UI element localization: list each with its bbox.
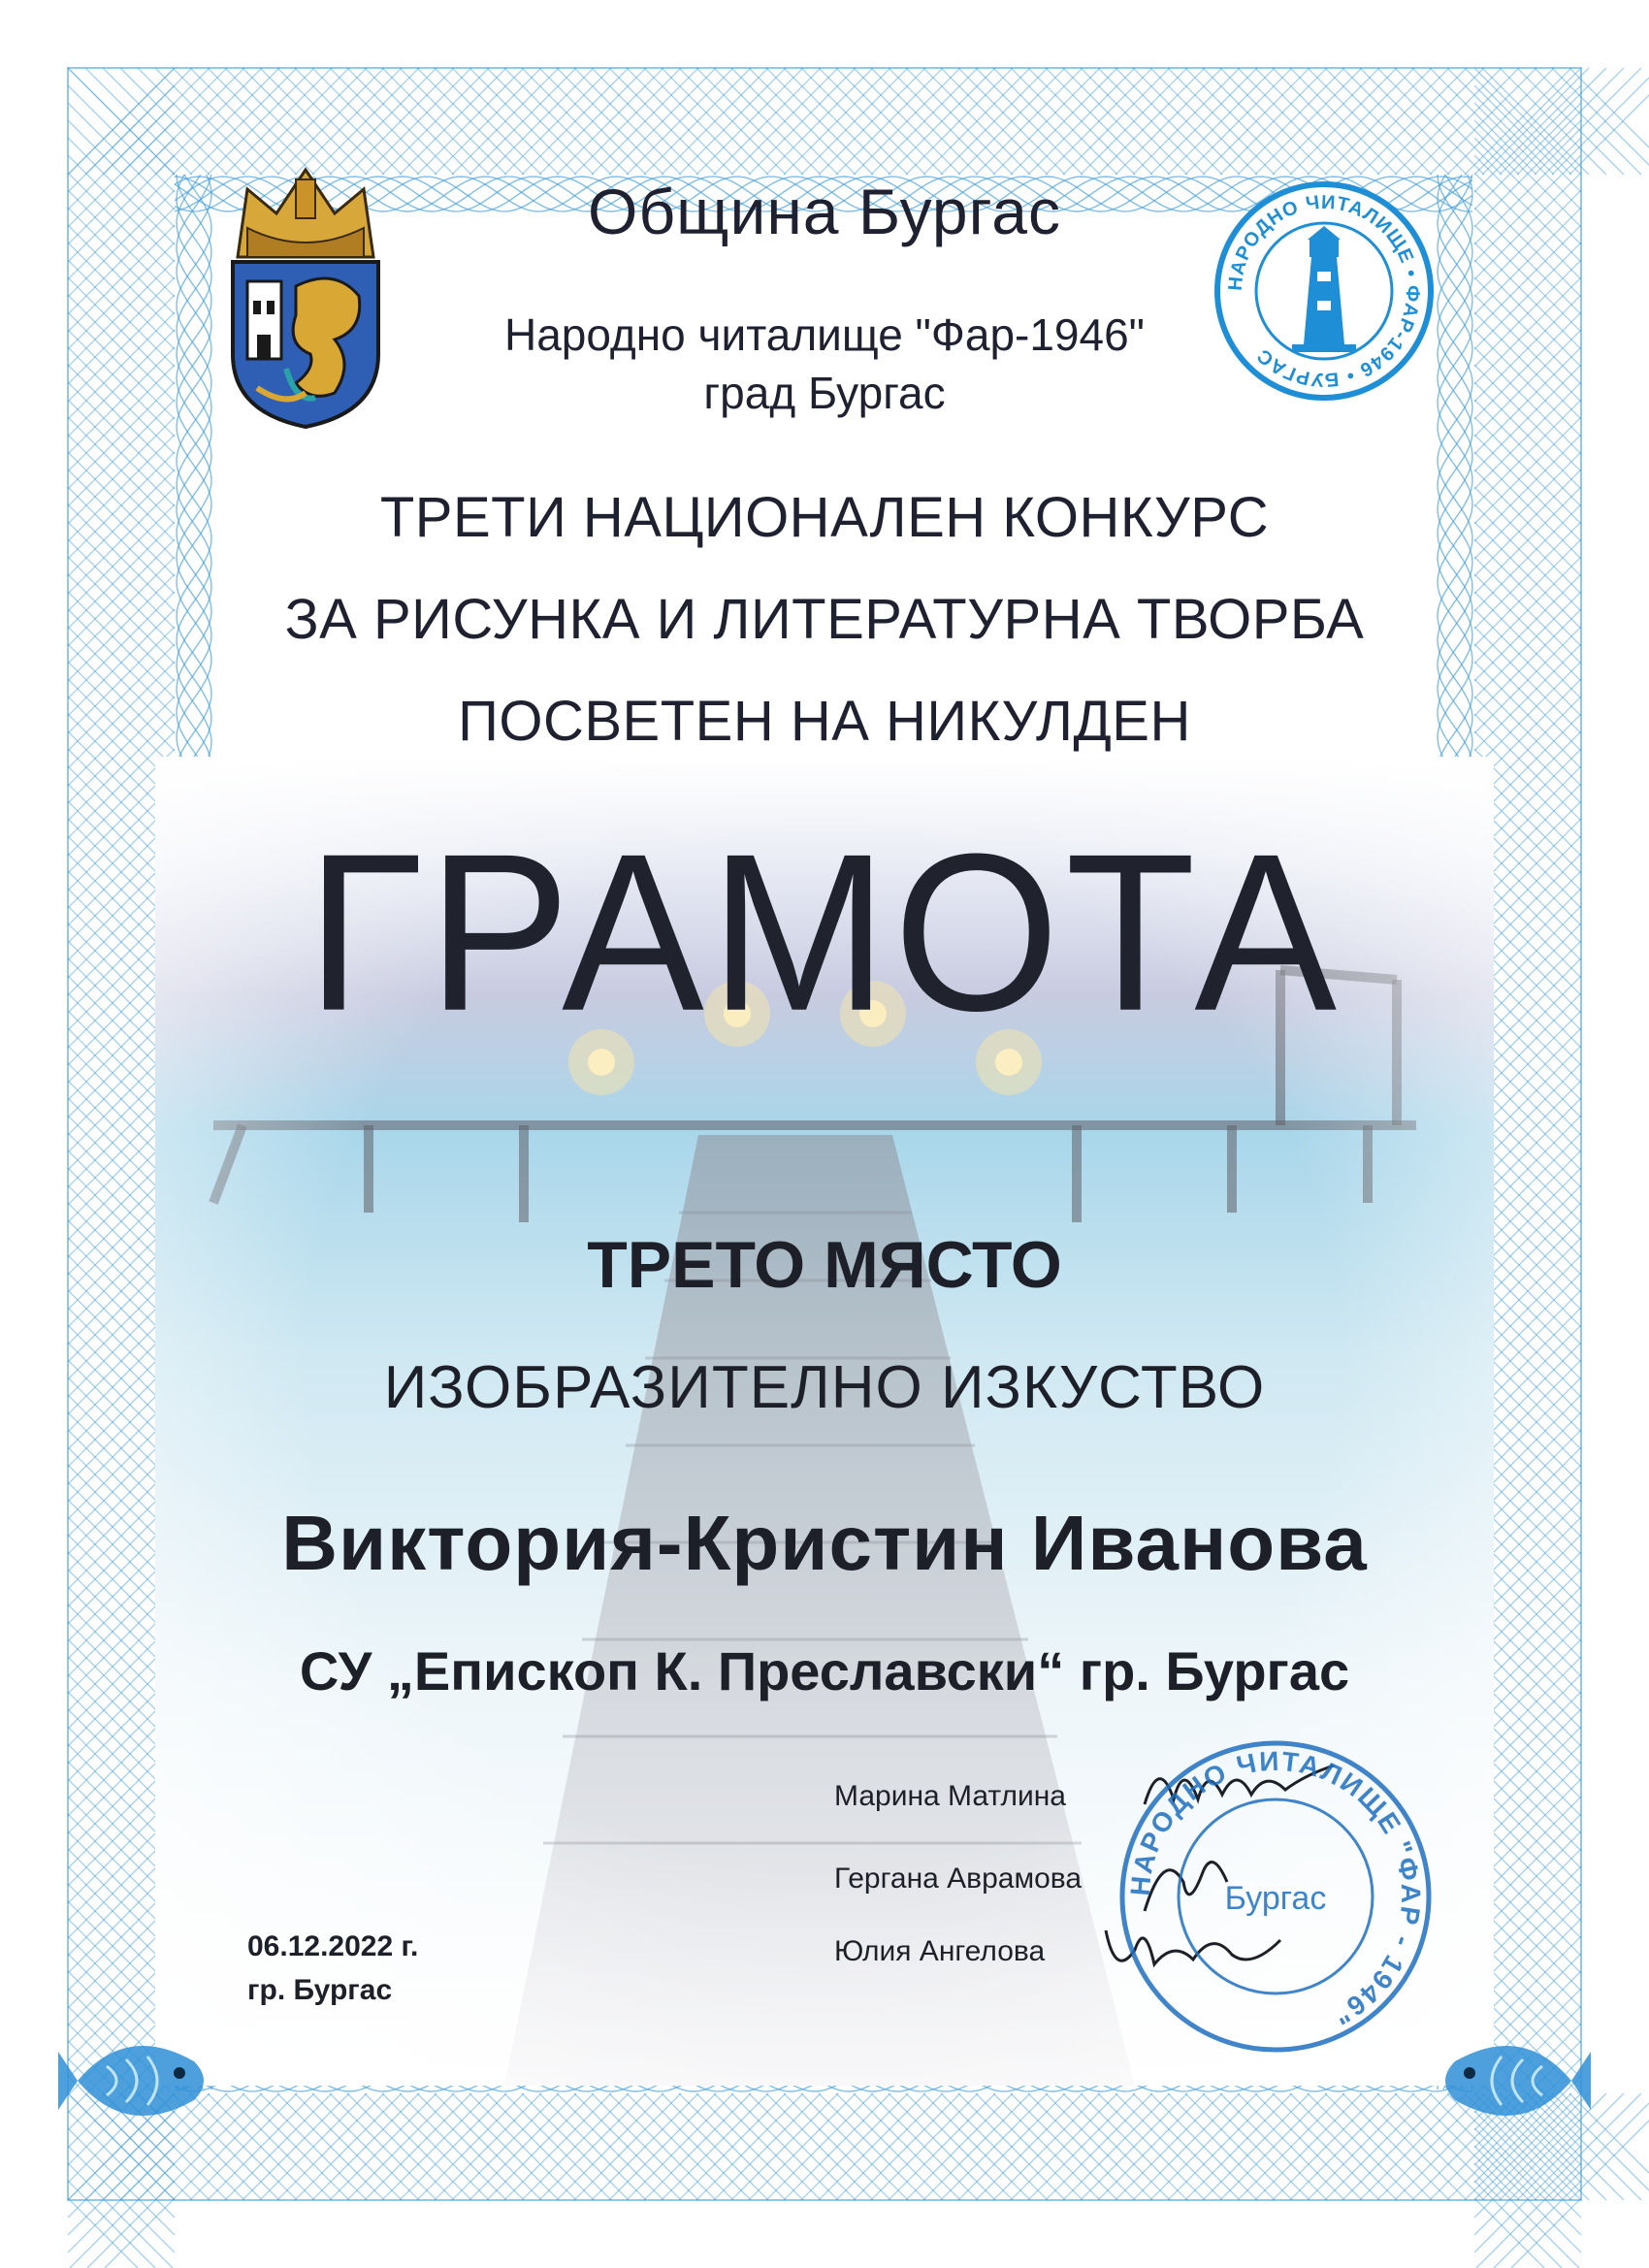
signatory-2: Гергана Аврамова: [834, 1863, 1083, 1895]
logo-ring-text: НАРОДНО ЧИТАЛИЩЕ • ФАР-1946 • БУРГАС: [1224, 191, 1424, 391]
contest-line-1: ТРЕТИ НАЦИОНАЛЕН КОНКУРС: [379, 486, 1270, 549]
fish-icon: [1426, 2013, 1591, 2149]
stamp-ring-text: НАРОДНО ЧИТАЛИЩЕ "ФАР - 1946": [1124, 1745, 1427, 2032]
round-stamp-icon: [1116, 1736, 1436, 2057]
organization-city: град Бургас: [703, 368, 946, 418]
award-category: ИЗОБРАЗИТЕЛНО ИЗКУСТВО: [383, 1354, 1266, 1421]
award-place: ТРЕТО МЯСТО: [587, 1228, 1062, 1302]
recipient-name: Виктория-Кристин Иванова: [281, 1500, 1368, 1586]
signatory-3: Юлия Ангелова: [834, 1935, 1046, 1967]
stamp-center-text: Бургас: [1224, 1880, 1327, 1917]
municipality-title: Община Бургас: [588, 176, 1061, 247]
contest-line-3: ПОСВЕТЕН НА НИКУЛДЕН: [458, 690, 1191, 753]
fish-icon: [58, 2013, 223, 2149]
issue-date: 06.12.2022 г.: [247, 1930, 419, 1962]
contest-line-2: ЗА РИСУНКА И ЛИТЕРАТУРНА ТВОРБА: [284, 588, 1365, 651]
certificate-title: ГРАМОТА: [306, 806, 1343, 1058]
recipient-school: СУ „Епископ К. Преславски“ гр. Бургас: [299, 1640, 1350, 1701]
organization-name: Народно читалище "Фар-1946": [503, 309, 1146, 360]
signatory-1: Марина Матлина: [834, 1780, 1066, 1812]
issue-place: гр. Бургас: [247, 1974, 393, 2006]
